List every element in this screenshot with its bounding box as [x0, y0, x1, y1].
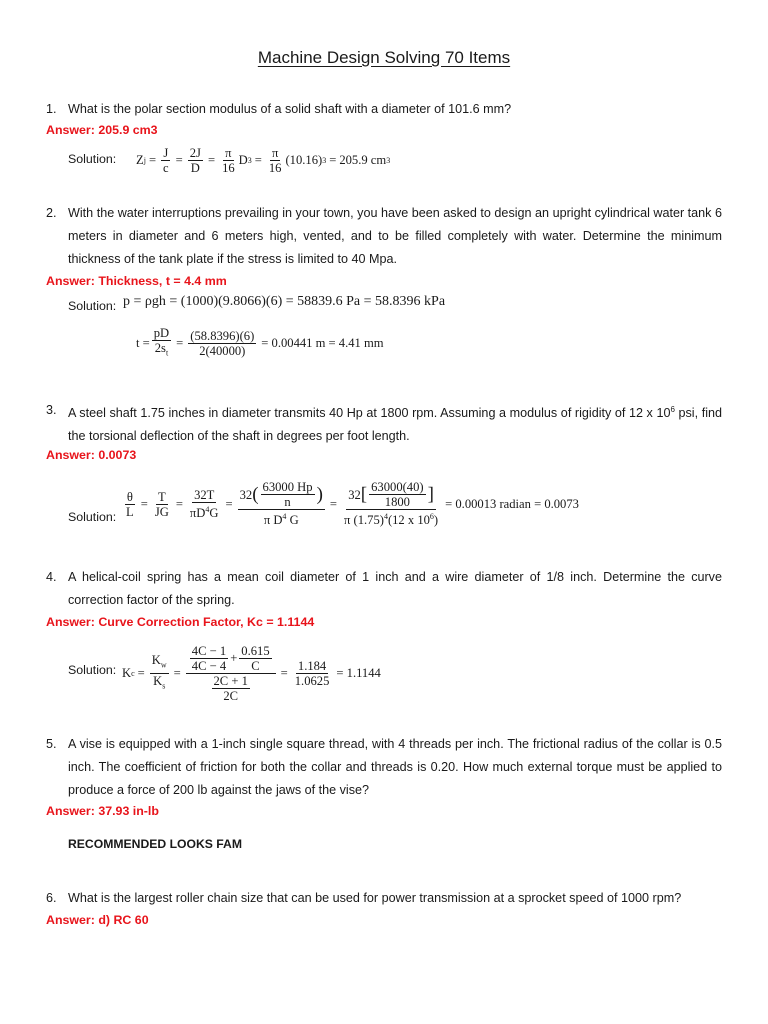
- fraction: $\frac{\pi}{16}$: [222, 146, 235, 175]
- question-6: [46, 887, 722, 910]
- fraction: $\frac{pD}{2s_t}$: [153, 326, 170, 358]
- answer-3: Answer: 0.0073: [46, 448, 137, 462]
- solution-1-equation: Z j = $\frac{J}{c}$ = $\frac{2J}{D}$ = $\frac{\pi}{16}$ D 3 = $\frac{\pi}{16}$ (10.16) 3 = 205.9 cm 3: [136, 146, 391, 175]
- fraction: $\frac{32T}{\pi D^4G}$: [189, 487, 219, 521]
- answer-1: Answer: 205.9 cm3: [46, 123, 158, 137]
- fraction: $\frac{\pi}{16}$: [268, 146, 282, 175]
- question-number: 1.: [46, 102, 57, 116]
- fraction: $\frac{1.184}{1.0625}$: [294, 658, 330, 688]
- solution-label: Solution:: [68, 152, 117, 166]
- fraction: $\frac{T}{JG}$: [154, 489, 169, 519]
- solution-label: Solution:: [68, 663, 117, 677]
- answer-6: Answer: d) RC 60: [46, 913, 149, 927]
- question-number: 2.: [46, 206, 57, 220]
- fraction: $\frac{(58.8396)(6)}{2(40000)}$: [190, 328, 255, 358]
- question-text: With the water interruptions prevailing in your town, you have been asked to design an upright cylindrical water tank 6 meters in diameter and 6 meters high, vented, and to be filled completely with water. Determine the minimum thickness of the tank plate if the stress is limited to 40 Mpa.: [68, 206, 722, 266]
- recommended-label: RECOMMENDED LOOKS FAM: [68, 837, 243, 851]
- fraction: 32 [ $\frac{63000(40)}{1800}$ ] π $(1.75)^4(12$ x $10^6$): [344, 480, 439, 528]
- answer-5: Answer: 37.93 in-lb: [46, 804, 159, 818]
- eq-term: Z: [136, 153, 144, 167]
- question-2: [46, 202, 722, 270]
- solution-2-line-2: t = $\frac{pD}{2s_t}$ = $\frac{(58.8396)(6)}{2(40000)}$ = 0.00441 m = 4.41 mm: [136, 326, 384, 361]
- fraction: $\frac{4C - 1}{4C - 4}$ + $\frac{0.615}{C}$ $\frac{2C + 1}{2C}$: [186, 644, 276, 703]
- question-4: [46, 566, 722, 612]
- solution-label: Solution:: [68, 299, 117, 313]
- fraction: $\frac{K_w}{K_s}$: [151, 652, 167, 691]
- question-1: [46, 98, 722, 121]
- fraction: $\frac{2J}{D}$: [189, 146, 201, 175]
- page-title: Machine Design Solving 70 Items: [257, 48, 511, 67]
- question-text: What is the largest roller chain size that can be used for power transmission at a sprocket speed of 1000 rpm?: [68, 891, 682, 905]
- answer-4: Answer: Curve Correction Factor, Kc = 1.1144: [46, 615, 315, 629]
- fraction: $\frac{J}{c}$: [163, 146, 169, 175]
- answer-2: Answer: Thickness, t = 4.4 mm: [46, 274, 227, 288]
- solution-3-equation: $\frac{\theta}{L}$ = $\frac{T}{JG}$ = $\frac{32T}{\pi D^4G}$ = 32 ( $\frac{63000 Hp}{n}$ ) π $D^4$ G = 32 [ $\frac{63000(40)}{1800}$ ] π $(1.75)^4(12$ x $10^6$) = 0.00013 radian = 0.0073: [126, 480, 579, 528]
- question-number: 4.: [46, 570, 57, 584]
- solution-4-equation: K c = $\frac{K_w}{K_s}$ = $\frac{4C - 1}{4C - 4}$ + $\frac{0.615}{C}$ $\frac{2C + 1}{2C}$ = $\frac{1.184}{1.0625}$ = 1.1144: [122, 643, 381, 703]
- question-text: A helical-coil spring has a mean coil diameter of 1 inch and a wire diameter of 1/8 inch. Determine the curve correction factor of the spring.: [68, 570, 722, 607]
- fraction: $\frac{\theta}{L}$: [126, 489, 134, 519]
- question-number: 3.: [46, 403, 57, 417]
- solution-2-line-1: p = ρgh = (1000)(9.8066)(6) = 58839.6 Pa = 58.8396 kPa: [123, 294, 446, 309]
- question-text: A steel shaft 1.75 inches in diameter transmits 40 Hp at 1800 rpm. Assuming a modulus of rigidity of 12 x $10^6$ psi, find the torsional deflection of the shaft in degrees per foot length.: [68, 405, 722, 443]
- eq-subscript: j: [143, 156, 146, 165]
- question-number: 6.: [46, 891, 57, 905]
- question-3: [46, 399, 722, 448]
- question-text: A vise is equipped with a 1-inch single square thread, with 4 threads per inch. The frictional radius of the collar is 0.5 inch. The coefficient of friction for both the collar and threads is 0.20. How much external torque must be applied to produce a force of 200 lb against the jaws of the vise?: [68, 737, 722, 797]
- fraction: 32 ( $\frac{63000 Hp}{n}$ ) π $D^4$ G: [239, 480, 323, 528]
- question-text: What is the polar section modulus of a solid shaft with a diameter of 101.6 mm?: [68, 102, 512, 116]
- solution-label: Solution:: [68, 510, 117, 524]
- question-5: [46, 733, 722, 801]
- question-number: 5.: [46, 737, 57, 751]
